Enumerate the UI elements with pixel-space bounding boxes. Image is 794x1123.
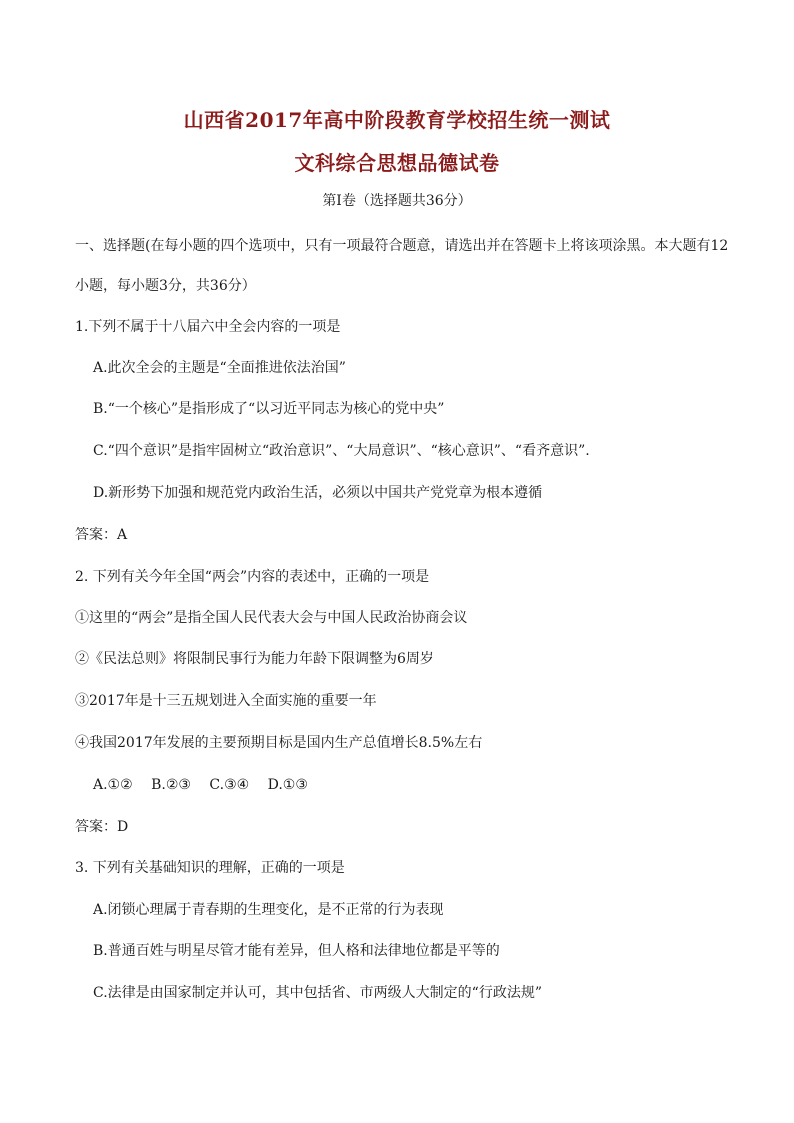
- question-3-option-a: A.闭锁心理属于青春期的生理变化，是不正常的行为表现: [93, 902, 444, 918]
- question-1-stem: 1.下列不属于十八届六中全会内容的一项是: [75, 319, 341, 335]
- question-1-option-c: C.“四个意识”是指牢固树立“政治意识”、“大局意识”、“核心意识”、“看齐意识”.: [93, 443, 590, 459]
- exam-subject-title: 文科综合思想品德试卷: [294, 151, 500, 175]
- question-1-answer: 答案：A: [75, 527, 128, 543]
- instructions-line-1: 一、选择题(在每小题的四个选项中，只有一项最符合题意，请选出并在答题卡上将该项涂黑。本大题有12: [75, 238, 729, 254]
- question-3-option-c: C.法律是由国家制定并认可，其中包括省、市两级人大制定的“行政法规”: [93, 985, 542, 1001]
- question-1-option-d: D.新形势下加强和规范党内政治生活，必须以中国共产党党章为根本遵循: [93, 485, 543, 501]
- question-2-answer: 答案：D: [75, 819, 129, 835]
- question-2-statement-4: ④我国2017年发展的主要预期目标是国内生产总值增长8.5%左右: [75, 735, 483, 751]
- question-2-options: A.①② B.②③ C.③④ D.①③: [93, 777, 308, 793]
- exam-title: 山西省2017年高中阶段教育学校招生统一测试: [183, 108, 611, 132]
- question-3-option-b: B.普通百姓与明星尽管才能有差异，但人格和法律地位都是平等的: [93, 943, 500, 959]
- question-2-statement-3: ③2017年是十三五规划进入全面实施的重要一年: [75, 693, 377, 709]
- question-2-statement-2: ②《民法总则》将限制民事行为能力年龄下限调整为6周岁: [75, 651, 434, 667]
- question-2-stem: 2. 下列有关今年全国“两会”内容的表述中，正确的一项是: [75, 569, 430, 585]
- question-1-option-a: A.此次全会的主题是“全面推进依法治国”: [93, 360, 346, 376]
- question-2-statement-1: ①这里的“两会”是指全国人民代表大会与中国人民政治协商会议: [75, 610, 468, 626]
- instructions-line-2: 小题，每小题3分，共36分）: [75, 278, 256, 294]
- section-title: 第Ⅰ卷（选择题共36分）: [322, 193, 472, 209]
- question-1-option-b: B.“一个核心”是指形成了“以习近平同志为核心的党中央”: [93, 401, 445, 417]
- question-3-stem: 3. 下列有关基础知识的理解，正确的一项是: [75, 860, 345, 876]
